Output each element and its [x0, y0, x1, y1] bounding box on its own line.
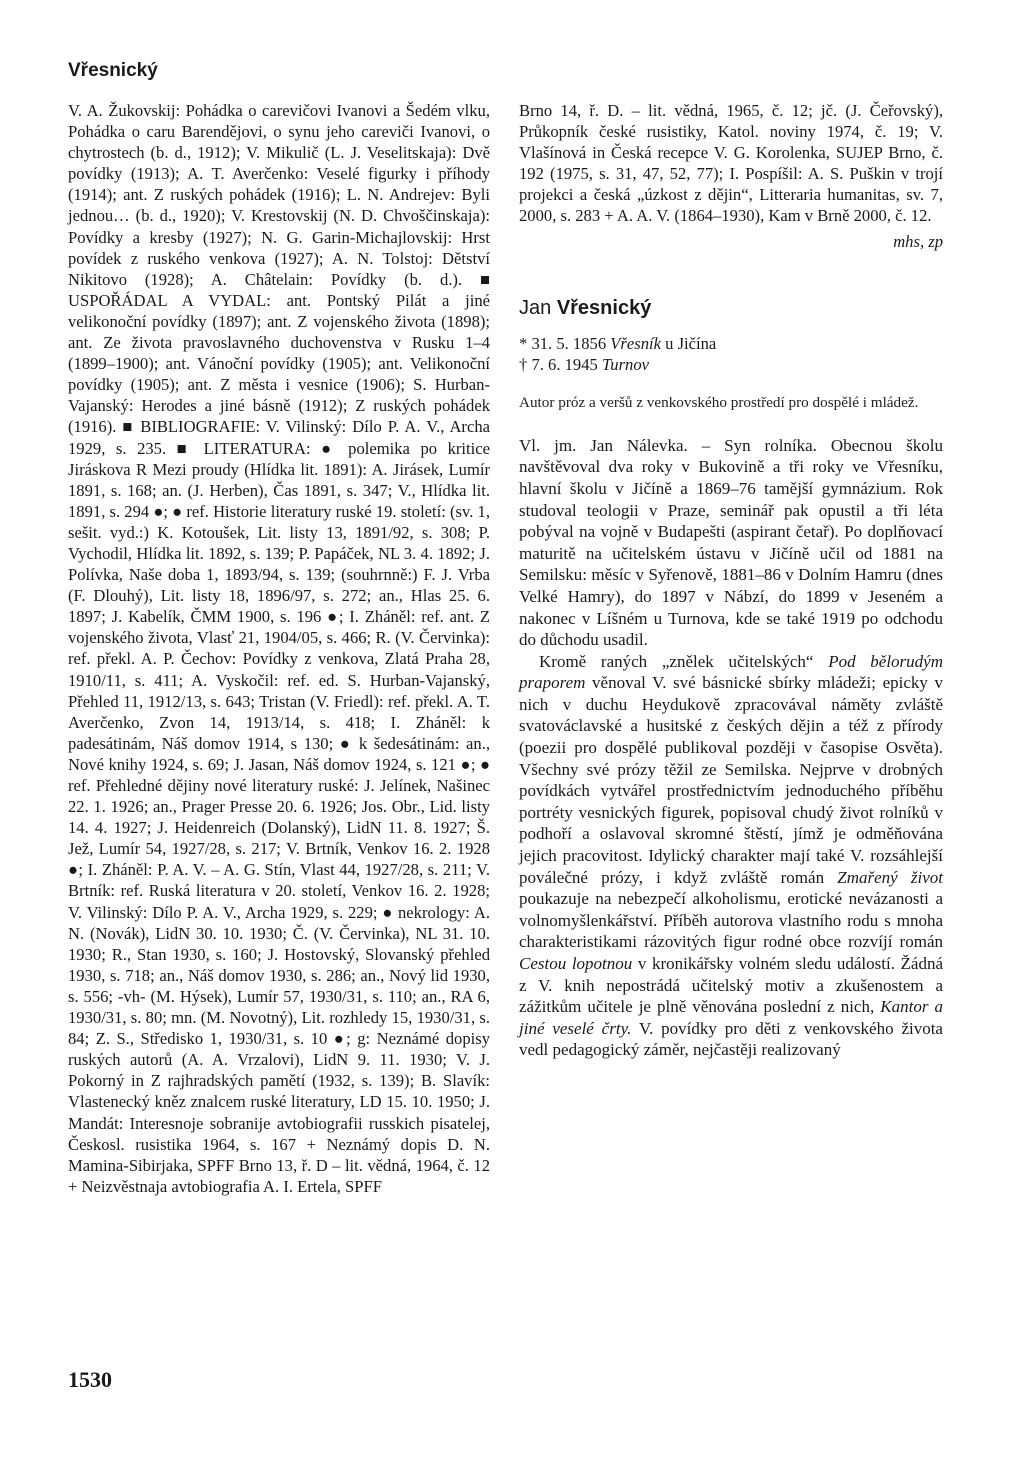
author-signature: mhs, zp	[893, 231, 943, 251]
death-place: Turnov	[601, 354, 650, 374]
entry-surname: Vřesnický	[556, 296, 652, 319]
birth-region: u Jičína	[665, 333, 717, 353]
bio-text-segment: poukazuje na nebezpečí alkoholismu, erotické nevázanosti a volnomyšlenkářství. Příběh autorova vlastního rodu s mnoha charakteristikami rázovitých figur rodné obce rozvíjí román	[519, 889, 943, 952]
book-title: Zmařený život	[837, 867, 944, 887]
book-title: Kantor a jiné veselé črty.	[519, 997, 943, 1038]
life-dates	[519, 333, 943, 375]
bio-text-segment: V. povídky pro děti z venkovského života vedl pedagogický záměr, nejčastěji realizovaný	[519, 1018, 943, 1060]
running-head: Vřesnický	[68, 60, 158, 81]
continuation-text: Brno 14, ř. D. – lit. vědná, 1965, č. 12; jč. (J. Čeřovský), Průkopník české rusistiky, Katol. noviny 1974, č. 19; V. Vlašínová in Česká recepce V. G. Korolenka, SUJEP Brno, č. 192 (1975, s. 31, 47, 52, 77); I. Pospíšil: A. S. Puškin v trojí projekci a česká „úzkost z dějin“, Litteraria humanitas, sv. 7, 2000, s. 283 + A. A. V. (1864–1930), Kam v Brně 2000, č. 12.	[519, 101, 943, 226]
page-number: 1530	[68, 1367, 112, 1392]
entry-first-name: Jan	[519, 296, 552, 319]
left-column	[68, 100, 490, 1197]
entry-heading	[519, 298, 943, 319]
birth-line	[519, 333, 943, 354]
book-title: Pod bělorudým praporem	[519, 651, 943, 693]
death-line	[519, 354, 943, 375]
book-title: Cestou lopotnou	[519, 954, 633, 973]
bio-paragraph-1: Vl. jm. Jan Nálevka. – Syn rolníka. Obecnou školu navštěvoval dva roky v Bukovině a tři roky ve Vřesníku, hlavní školu v Jičíně a 1869–76 tamější gymnázium. Rok studoval teologii v Praze, seminář pak opustil a tři léta pobýval na vojně v Budapešti (aspirant četař). Po doplňovací maturitě na učitelském ústavu v Jičíně učil od 1881 na Semilsku: měsíc v Syřenově, 1881–86 v Dolním Hamru (dnes Velké Hamry), do 1897 v Nábzí, do 1899 v Jeseném a nakonec v Líšném u Turnova, kde se také 1919 po odchodu do důchodu usadil.	[519, 435, 943, 650]
birth-date: * 31. 5. 1856	[519, 333, 607, 353]
death-date: † 7. 6. 1945	[519, 354, 598, 374]
birth-place: Vřesník	[610, 333, 661, 353]
right-column	[519, 100, 943, 1061]
bio-text-segment: věnoval V. své básnické sbírky mládeži; epicky v nich v duchu Heydukově zpracovával náměty zvláště svatováclavské a husitské z českých dějin a též z přírody (poezii pro dospělé publikoval později v časopise Osvěta). Všechny své prózy těžil ze Semilska. Nejprve v drobných povídkách vytvářel prostřednictvím jednoduchého příběhu portréty vesnických figurek, popisoval chudý život rolníků v podhoří a oslavoval skromné štěstí, jímž je odměňována jejich pracovitost. Idylický charakter mají také V. rozsáhlejší poválečné prózy, i když zvláště román	[519, 673, 943, 887]
bio-text-segment: Kromě raných „znělek učitelských“	[539, 651, 814, 671]
bio-text-segment: v kronikářsky volném sledu událostí. Žádná z V. knih nepostrádá učitelský motiv a zkušenostem a zážitkům učitele je plně věnována poslední z nich,	[519, 954, 944, 1017]
bio-paragraph-2	[519, 651, 943, 1061]
entry-abstract: Autor próz a veršů z venkovského prostředí pro dospělé i mládež.	[519, 393, 919, 411]
left-column-text: V. A. Žukovskij: Pohádka o carevičovi Ivanovi a Šedém vlku, Pohádka o caru Barendějovi, o synu jeho careviči Ivanovi, o chytrostech (b. d., 1912); V. Mikulič (L. J. Veselitskaja): Dvě povídky (1913); A. T. Averčenko: Veselé figurky i příhody (1914); ant. Z ruských pohádek (1916); L. N. Andrejev: Byli jednou… (b. d., 1920); V. Krestovskij (N. D. Chvoščinskaja): Povídky a kresby (1927); N. G. Garin-Michajlovskij: Hrst povídek z ruského venkova (1927); A. N. Tolstoj: Dětství Nikitovo (1928); A. Châtelain: Povídky (b. d.). ■ USPOŘÁDAL A VYDAL: ant. Pontský Pilát a jiné velikonoční povídky (1897); ant. Z vojenského života (1898); ant. Ze života pravoslavného duchovenstva v Rusku 1–4 (1899–1900); ant. Vánoční povídky (1905); ant. Velikonoční povídky (1905); ant. Z města i vesnice (1906); S. Hurban-Vajanský: Herodes a jiné básně (1912); Z ruských pohádek (1916). ■ BIBLIOGRAFIE: V. Vilinský: Dílo P. A. V., Archa 1929, s. 235. ■ LITERATURA: ● polemika po kritice Jiráskova R Mezi proudy (Hlídka lit. 1891): A. Jirásek, Lumír 1891, s. 168; an. (J. Herben), Čas 1891, s. 347; V., Hlídka lit. 1891, s. 294 ●; ● ref. Historie literatury ruské 19. století: (sv. 1, sešit. vyd.:) K. Kotoušek, Lit. listy 13, 1891/92, s. 308; P. Vychodil, Hlídka lit. 1892, s. 139; P. Papáček, NL 3. 4. 1892; J. Polívka, Naše doba 1, 1893/94, s. 139; (souhrnně:) F. J. Vrba (F. Dlouhý), Lit. listy 18, 1896/97, s. 272; an., Hlas 25. 6. 1897; J. Kabelík, ČMM 1900, s. 196 ●; I. Zháněl: ref. ant. Z vojenského života, Vlasť 21, 1904/05, s. 466; R. (V. Červinka): ref. překl. A. P. Čechov: Povídky z venkova, Zlatá Praha 28, 1910/11, s. 411; A. Vyskočil: ref. ed. S. Hurban-Vajanský, Přehled 11, 1912/13, s. 643; Tristan (V. Friedl): ref. překl. A. T. Averčenko, Zvon 14, 1913/14, s. 418; I. Zháněl: k padesátinám, Náš domov 1914, s 130; ● k šedesátinám: an., Nové knihy 1924, s. 69; J. Jasan, Náš domov 1924, s. 121 ●; ● ref. Přehledné dějiny nové literatury ruské: J. Jelínek, Našinec 22. 1. 1926; an., Prager Presse 20. 6. 1926; Jos. Obr., Lid. listy 14. 4. 1927; J. Heidenreich (Dolanský), LidN 11. 8. 1927; Š. Jež, Lumír 54, 1927/28, s. 217; V. Brtník, Venkov 16. 2. 1928 ●; I. Zháněl: P. A. V. – A. G. Stín, Vlast 44, 1927/28, s. 211; V. Brtník: ref. Ruská literatura v 20. století, Venkov 16. 2. 1928; V. Vilinský: Dílo P. A. V., Archa 1929, s. 229; ● nekrology: A. N. (Novák), LidN 30. 10. 1930; Č. (V. Červinka), NL 31. 10. 1930; R., Stan 1930, s. 160; J. Hostovský, Slovanský přehled 1930, s. 718; an., Náš domov 1930, s. 286; an., Nový lid 1930, s. 556; -vh- (M. Hýsek), Lumír 57, 1930/31, s. 110; an., RA 6, 1930/31, s. 80; mn. (M. Novotný), Lit. rozhledy 15, 1930/31, s. 84; Z. S., Středisko 1, 1930/31, s. 10 ●; g: Neznámé dopisy ruských autorů (A. A. Vrzalovi), LidN 9. 11. 1930; V. J. Pokorný in Z rajhradských pamětí (1932, s. 139); B. Slavík: Vlastenecký kněz znalcem ruské literatury, LD 15. 10. 1950; J. Mandát: Interesnoje sobranije avtobiografii russkich pisatelej, Českosl. rusistika 1964, s. 167 + Neznámý dopis D. N. Mamina-Sibirjaka, SPFF Brno 13, ř. D – lit. vědná, 1964, č. 12 + Neizvěstnaja avtobiografia A. I. Ertela, SPFF	[68, 101, 490, 1196]
